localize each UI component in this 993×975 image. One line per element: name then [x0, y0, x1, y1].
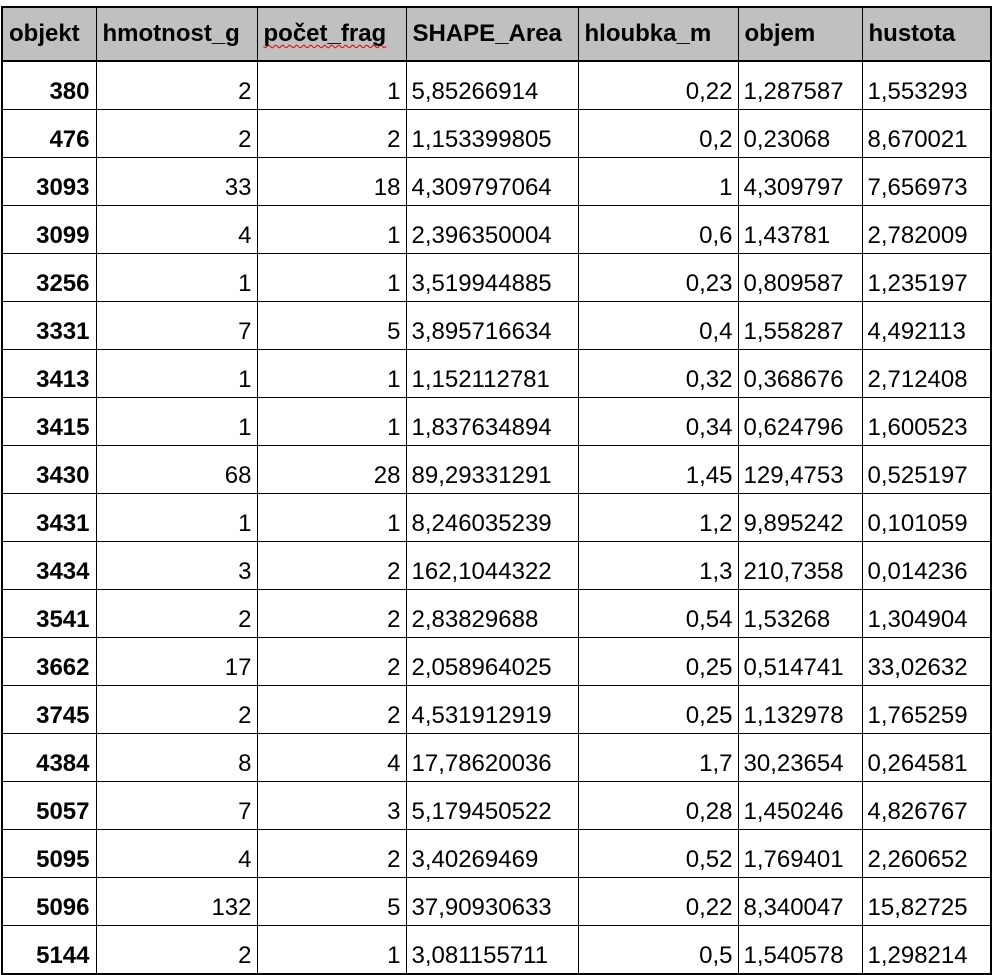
- cell-objekt[interactable]: 3431: [2, 494, 96, 542]
- cell-hustota[interactable]: 0,525197: [862, 446, 991, 494]
- cell-hmotnost-g[interactable]: 2: [96, 590, 257, 638]
- cell-objekt[interactable]: 5095: [2, 830, 96, 878]
- cell-hmotnost-g[interactable]: 132: [96, 878, 257, 926]
- cell-hmotnost-g[interactable]: 2: [96, 686, 257, 734]
- cell-hustota[interactable]: 2,712408: [862, 350, 991, 398]
- cell-objem[interactable]: 0,809587: [738, 254, 862, 302]
- cell-objem[interactable]: 8,340047: [738, 878, 862, 926]
- cell-shape-area[interactable]: 3,895716634: [406, 302, 578, 350]
- cell-hustota[interactable]: 1,765259: [862, 686, 991, 734]
- cell-pocet-frag[interactable]: 5: [257, 878, 406, 926]
- cell-hloubka-m[interactable]: 0,32: [578, 350, 738, 398]
- cell-hloubka-m[interactable]: 0,22: [578, 61, 738, 110]
- cell-objem[interactable]: 0,624796: [738, 398, 862, 446]
- cell-hustota[interactable]: 33,02632: [862, 638, 991, 686]
- cell-pocet-frag[interactable]: 1: [257, 254, 406, 302]
- cell-hmotnost-g[interactable]: 7: [96, 302, 257, 350]
- cell-hustota[interactable]: 0,101059: [862, 494, 991, 542]
- cell-objem[interactable]: 1,769401: [738, 830, 862, 878]
- cell-shape-area[interactable]: 37,90930633: [406, 878, 578, 926]
- table-row: [2, 782, 991, 830]
- cell-hloubka-m[interactable]: 0,4: [578, 302, 738, 350]
- header-pocet-frag-label: počet_frag: [263, 20, 387, 47]
- cell-objem[interactable]: 0,368676: [738, 350, 862, 398]
- cell-objekt[interactable]: 5057: [2, 782, 96, 830]
- cell-shape-area[interactable]: 1,837634894: [406, 398, 578, 446]
- cell-shape-area[interactable]: 17,78620036: [406, 734, 578, 782]
- cell-hustota[interactable]: 2,782009: [862, 206, 991, 254]
- cell-objekt[interactable]: 3256: [2, 254, 96, 302]
- cell-pocet-frag[interactable]: 1: [257, 61, 406, 110]
- cell-shape-area[interactable]: 5,85266914: [406, 61, 578, 110]
- cell-pocet-frag[interactable]: 2: [257, 830, 406, 878]
- cell-hmotnost-g[interactable]: 1: [96, 494, 257, 542]
- cell-shape-area[interactable]: 89,29331291: [406, 446, 578, 494]
- table-row: [2, 830, 991, 878]
- cell-objem[interactable]: 210,7358: [738, 542, 862, 590]
- cell-objekt[interactable]: 5144: [2, 926, 96, 975]
- cell-hmotnost-g[interactable]: 1: [96, 398, 257, 446]
- cell-shape-area[interactable]: 5,179450522: [406, 782, 578, 830]
- table-body: [2, 61, 991, 974]
- cell-shape-area[interactable]: 2,396350004: [406, 206, 578, 254]
- cell-hustota[interactable]: 2,260652: [862, 830, 991, 878]
- cell-hmotnost-g[interactable]: 33: [96, 158, 257, 206]
- cell-shape-area[interactable]: 4,531912919: [406, 686, 578, 734]
- table-row: [2, 110, 991, 158]
- cell-objekt[interactable]: 3099: [2, 206, 96, 254]
- cell-shape-area[interactable]: 3,519944885: [406, 254, 578, 302]
- cell-hmotnost-g[interactable]: 8: [96, 734, 257, 782]
- cell-shape-area[interactable]: 2,058964025: [406, 638, 578, 686]
- cell-hustota[interactable]: 0,014236: [862, 542, 991, 590]
- cell-objekt[interactable]: 3331: [2, 302, 96, 350]
- cell-pocet-frag[interactable]: 1: [257, 398, 406, 446]
- table-row: [2, 398, 991, 446]
- cell-objekt[interactable]: 3415: [2, 398, 96, 446]
- cell-hmotnost-g[interactable]: 4: [96, 830, 257, 878]
- cell-hmotnost-g[interactable]: 4: [96, 206, 257, 254]
- cell-objekt[interactable]: 3413: [2, 350, 96, 398]
- cell-objekt[interactable]: 3430: [2, 446, 96, 494]
- header-pocet-frag[interactable]: [257, 7, 406, 61]
- cell-hloubka-m[interactable]: 0,28: [578, 782, 738, 830]
- cell-hloubka-m[interactable]: 0,23: [578, 254, 738, 302]
- cell-objem[interactable]: 1,450246: [738, 782, 862, 830]
- cell-hustota[interactable]: 4,826767: [862, 782, 991, 830]
- header-hmotnost-g[interactable]: hmotnost_g: [96, 7, 257, 61]
- cell-pocet-frag[interactable]: 18: [257, 158, 406, 206]
- table-row: [2, 494, 991, 542]
- cell-objem[interactable]: 0,514741: [738, 638, 862, 686]
- cell-pocet-frag[interactable]: 2: [257, 638, 406, 686]
- cell-hloubka-m[interactable]: 0,34: [578, 398, 738, 446]
- cell-hloubka-m[interactable]: 1: [578, 158, 738, 206]
- cell-objem[interactable]: 1,287587: [738, 61, 862, 110]
- table-row: [2, 446, 991, 494]
- cell-objem[interactable]: 1,540578: [738, 926, 862, 975]
- cell-objekt[interactable]: 3745: [2, 686, 96, 734]
- cell-hustota[interactable]: 1,298214: [862, 926, 991, 975]
- cell-hloubka-m[interactable]: 0,2: [578, 110, 738, 158]
- cell-hloubka-m[interactable]: 0,22: [578, 878, 738, 926]
- cell-objem[interactable]: 0,23068: [738, 110, 862, 158]
- header-hustota[interactable]: hustota: [862, 7, 991, 61]
- header-objem[interactable]: objem: [738, 7, 862, 61]
- cell-hustota[interactable]: 15,82725: [862, 878, 991, 926]
- cell-pocet-frag[interactable]: 1: [257, 926, 406, 975]
- cell-objekt[interactable]: 476: [2, 110, 96, 158]
- cell-pocet-frag[interactable]: 1: [257, 206, 406, 254]
- table-row: [2, 878, 991, 926]
- cell-objekt[interactable]: 5096: [2, 878, 96, 926]
- cell-hmotnost-g[interactable]: 2: [96, 926, 257, 975]
- header-hloubka-m[interactable]: hloubka_m: [578, 7, 738, 61]
- table-row: [2, 206, 991, 254]
- cell-shape-area[interactable]: 1,152112781: [406, 350, 578, 398]
- cell-hloubka-m[interactable]: 0,25: [578, 638, 738, 686]
- cell-hustota[interactable]: 0,264581: [862, 734, 991, 782]
- cell-hmotnost-g[interactable]: 3: [96, 542, 257, 590]
- table-row: [2, 926, 991, 975]
- cell-hmotnost-g[interactable]: 2: [96, 110, 257, 158]
- cell-pocet-frag[interactable]: 2: [257, 542, 406, 590]
- cell-hustota[interactable]: 7,656973: [862, 158, 991, 206]
- cell-pocet-frag[interactable]: 3: [257, 782, 406, 830]
- cell-hloubka-m[interactable]: 0,25: [578, 686, 738, 734]
- cell-hmotnost-g[interactable]: 17: [96, 638, 257, 686]
- cell-hmotnost-g[interactable]: 2: [96, 61, 257, 110]
- cell-objem[interactable]: 9,895242: [738, 494, 862, 542]
- cell-shape-area[interactable]: 2,83829688: [406, 590, 578, 638]
- table-row: [2, 302, 991, 350]
- cell-objem[interactable]: 30,23654: [738, 734, 862, 782]
- data-table: [1, 6, 992, 975]
- cell-shape-area[interactable]: 162,1044322: [406, 542, 578, 590]
- cell-objem[interactable]: 4,309797: [738, 158, 862, 206]
- cell-hustota[interactable]: 8,670021: [862, 110, 991, 158]
- cell-shape-area[interactable]: 3,081155711: [406, 926, 578, 975]
- cell-hustota[interactable]: 1,600523: [862, 398, 991, 446]
- cell-objekt[interactable]: 380: [2, 61, 96, 110]
- cell-pocet-frag[interactable]: 1: [257, 350, 406, 398]
- table-row: [2, 686, 991, 734]
- cell-hloubka-m[interactable]: 0,6: [578, 206, 738, 254]
- cell-objekt[interactable]: 3093: [2, 158, 96, 206]
- cell-hloubka-m[interactable]: 1,7: [578, 734, 738, 782]
- table-row: [2, 734, 991, 782]
- cell-hloubka-m[interactable]: 0,54: [578, 590, 738, 638]
- cell-shape-area[interactable]: 1,153399805: [406, 110, 578, 158]
- cell-hloubka-m[interactable]: 1,3: [578, 542, 738, 590]
- cell-objekt[interactable]: 3434: [2, 542, 96, 590]
- table-row: [2, 61, 991, 110]
- cell-hmotnost-g[interactable]: 1: [96, 254, 257, 302]
- header-objekt[interactable]: objekt: [2, 7, 96, 61]
- cell-shape-area[interactable]: 8,246035239: [406, 494, 578, 542]
- cell-hloubka-m[interactable]: 1,2: [578, 494, 738, 542]
- table-row: [2, 350, 991, 398]
- cell-objem[interactable]: 1,558287: [738, 302, 862, 350]
- cell-hustota[interactable]: 1,553293: [862, 61, 991, 110]
- cell-hloubka-m[interactable]: 0,5: [578, 926, 738, 975]
- cell-hmotnost-g[interactable]: 1: [96, 350, 257, 398]
- cell-hloubka-m[interactable]: 1,45: [578, 446, 738, 494]
- header-row: [2, 7, 991, 61]
- cell-objekt[interactable]: 4384: [2, 734, 96, 782]
- table-row: [2, 542, 991, 590]
- cell-pocet-frag[interactable]: 28: [257, 446, 406, 494]
- cell-pocet-frag[interactable]: 2: [257, 110, 406, 158]
- cell-objem[interactable]: 1,132978: [738, 686, 862, 734]
- cell-pocet-frag[interactable]: 2: [257, 686, 406, 734]
- cell-shape-area[interactable]: 4,309797064: [406, 158, 578, 206]
- cell-pocet-frag[interactable]: 4: [257, 734, 406, 782]
- cell-hustota[interactable]: 1,235197: [862, 254, 991, 302]
- cell-hustota[interactable]: 4,492113: [862, 302, 991, 350]
- header-shape-area[interactable]: SHAPE_Area: [406, 7, 578, 61]
- cell-objem[interactable]: 1,53268: [738, 590, 862, 638]
- cell-pocet-frag[interactable]: 5: [257, 302, 406, 350]
- cell-objem[interactable]: 129,4753: [738, 446, 862, 494]
- table-row: [2, 590, 991, 638]
- cell-hmotnost-g[interactable]: 68: [96, 446, 257, 494]
- table-row: [2, 254, 991, 302]
- cell-objekt[interactable]: 3662: [2, 638, 96, 686]
- cell-shape-area[interactable]: 3,40269469: [406, 830, 578, 878]
- table-row: [2, 158, 991, 206]
- cell-hustota[interactable]: 1,304904: [862, 590, 991, 638]
- table-row: [2, 638, 991, 686]
- cell-objekt[interactable]: 3541: [2, 590, 96, 638]
- cell-hloubka-m[interactable]: 0,52: [578, 830, 738, 878]
- cell-pocet-frag[interactable]: 2: [257, 590, 406, 638]
- cell-objem[interactable]: 1,43781: [738, 206, 862, 254]
- cell-hmotnost-g[interactable]: 7: [96, 782, 257, 830]
- cell-pocet-frag[interactable]: 1: [257, 494, 406, 542]
